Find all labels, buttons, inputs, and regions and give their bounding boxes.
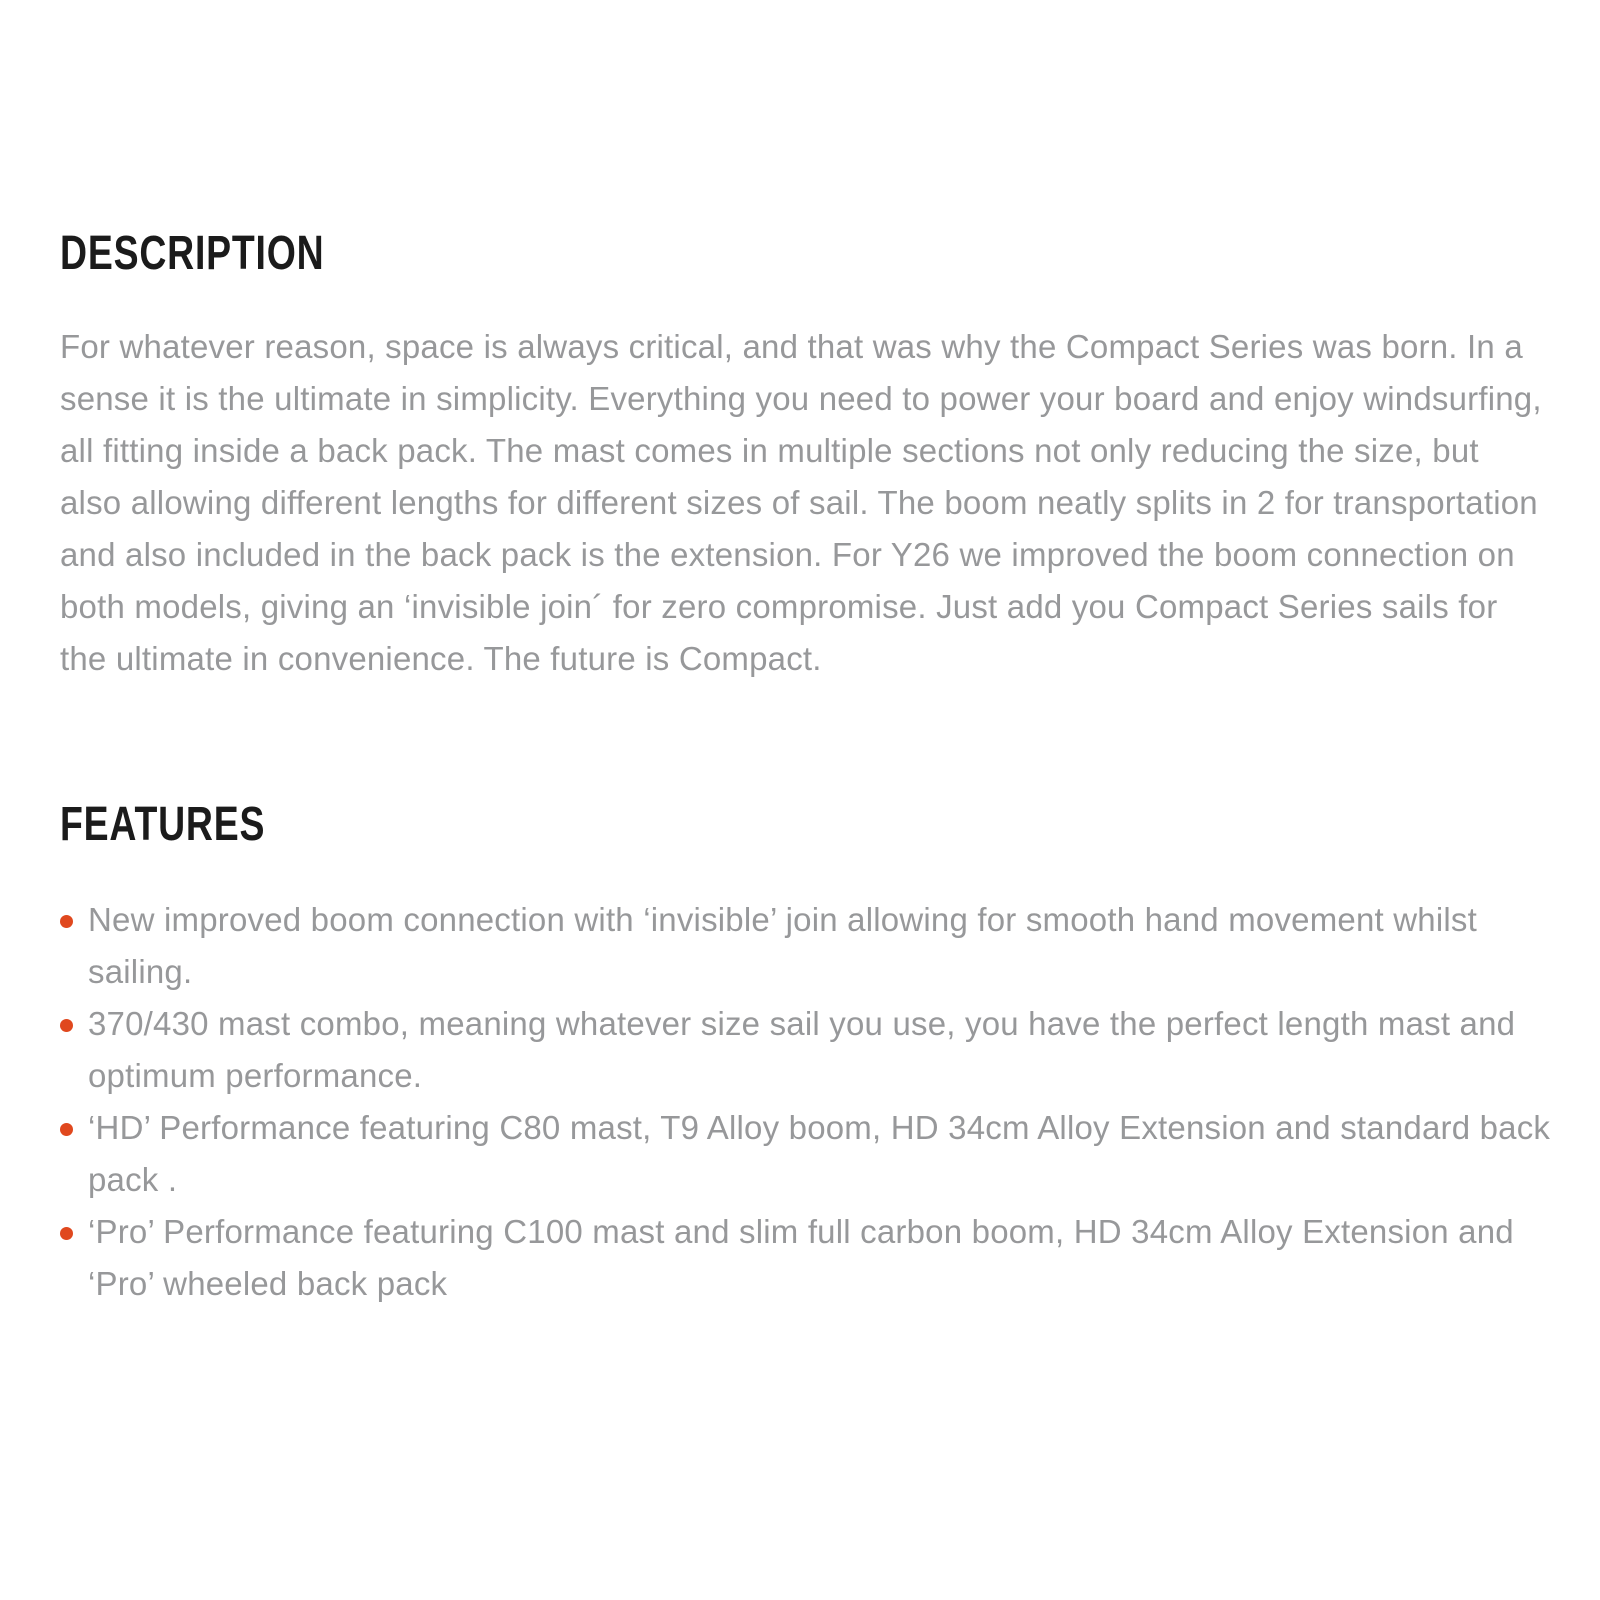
features-section (60, 797, 1551, 1310)
bullet-icon (60, 1227, 73, 1240)
feature-item-text: New improved boom connection with ‘invisible’ join allowing for smooth hand movement whilst sailing. (88, 901, 1477, 990)
bullet-icon (60, 1019, 73, 1032)
feature-item-text: ‘HD’ Performance featuring C80 mast, T9 Alloy boom, HD 34cm Alloy Extension and standard back pack . (88, 1109, 1551, 1198)
feature-item (60, 1102, 1560, 1206)
bullet-icon (60, 915, 73, 928)
description-section (60, 226, 1540, 685)
bullet-icon (60, 1123, 73, 1136)
feature-item (60, 894, 1560, 998)
feature-item (60, 1206, 1560, 1310)
feature-list (60, 894, 1560, 1310)
description-paragraph: For whatever reason, space is always critical, and that was why the Compact Series was born. In a sense it is the ultimate in simplicity. Everything you need to power your board and enjoy windsurfing, all fitting inside a back pack. The mast comes in multiple sections not only reducing the size, but also allowing different lengths for different sizes of sail. The boom neatly splits in 2 for transportation and also included in the back pack is the extension. For Y26 we improved the boom connection on both models, giving an ‘invisible join´ for zero compromise. Just add you Compact Series sails for the ultimate in convenience. The future is Compact. (60, 328, 1542, 677)
feature-item (60, 998, 1560, 1102)
feature-item-text: 370/430 mast combo, meaning whatever size sail you use, you have the perfect length mast and optimum performance. (88, 1005, 1516, 1094)
features-heading: FEATURES (60, 798, 266, 851)
description-heading: DESCRIPTION (60, 227, 325, 280)
feature-item-text: ‘Pro’ Performance featuring C100 mast and slim full carbon boom, HD 34cm Alloy Extension and ‘Pro’ wheeled back pack (88, 1213, 1514, 1302)
